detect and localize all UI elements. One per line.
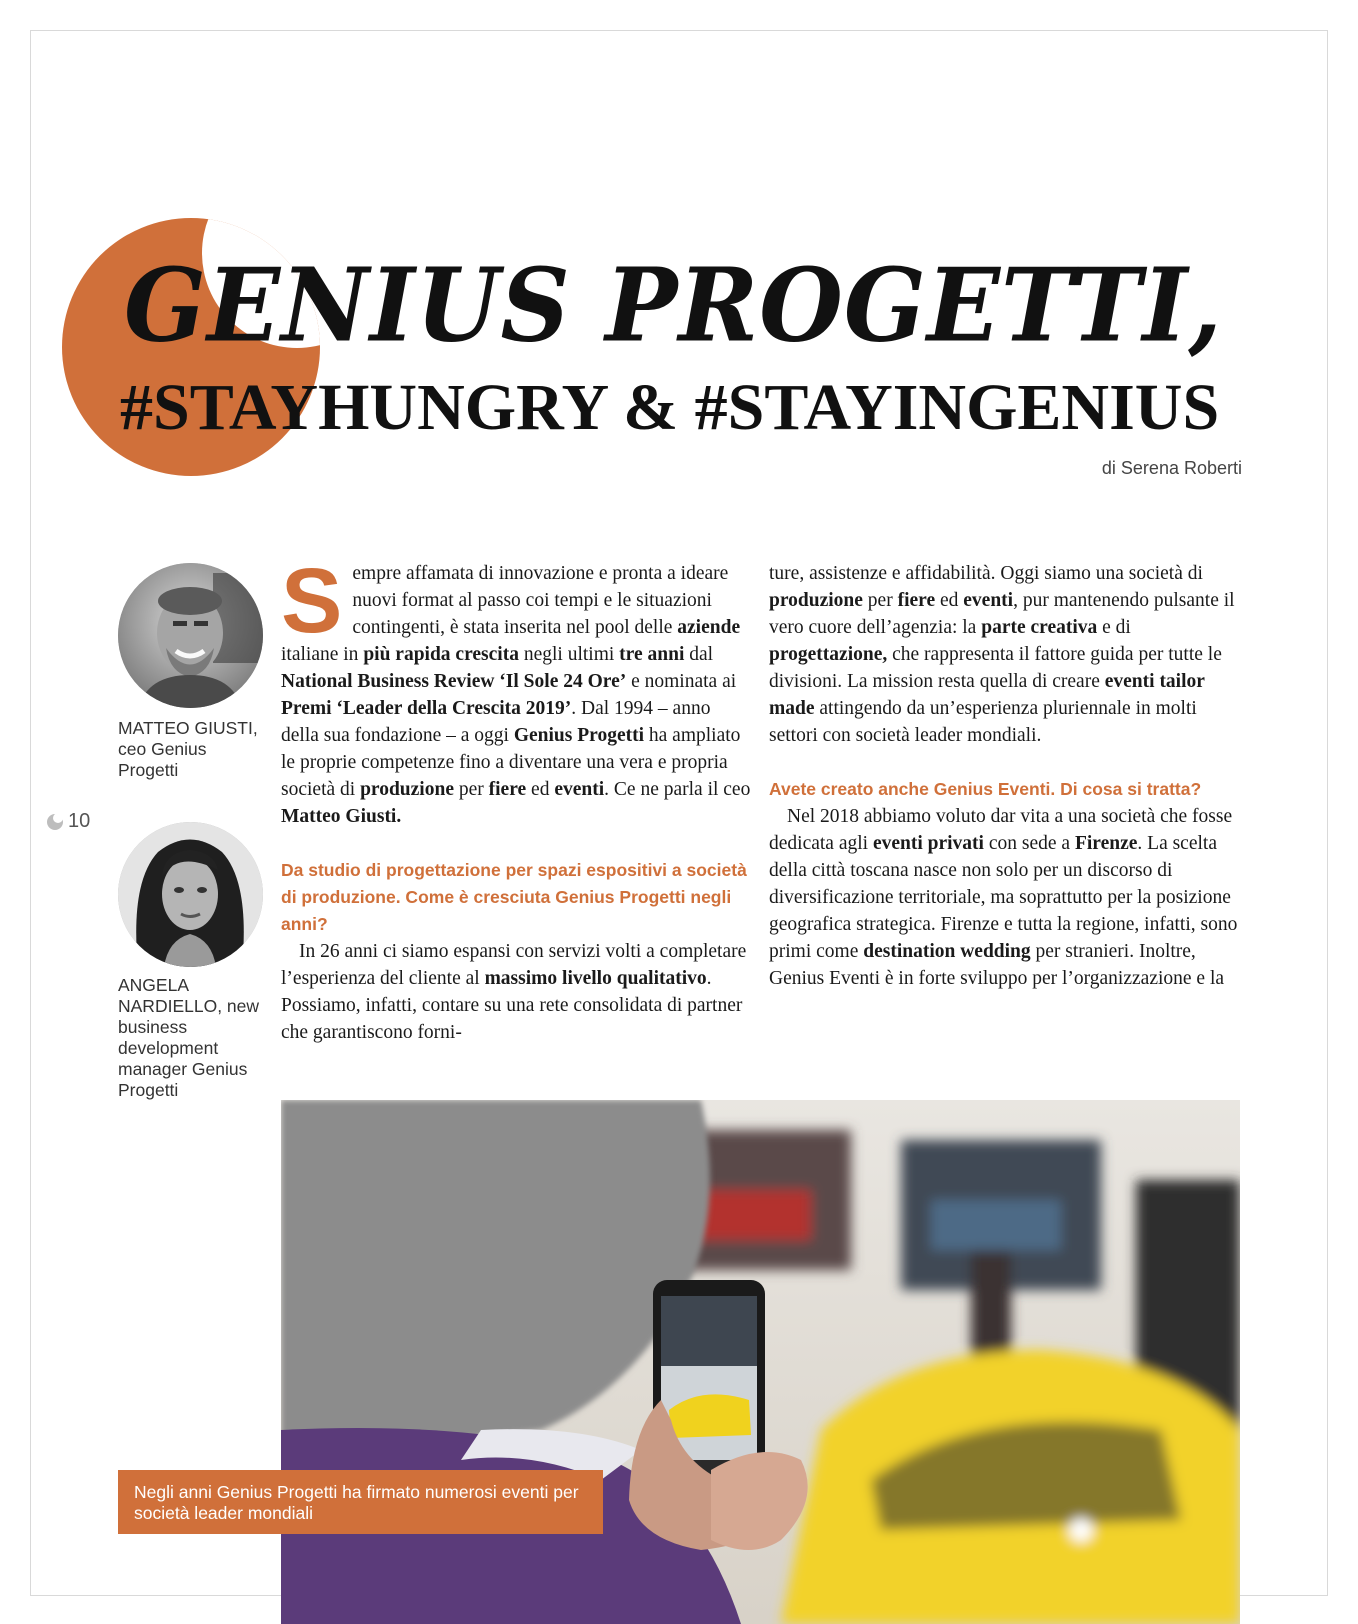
page-number — [46, 810, 90, 833]
article-intro — [281, 550, 751, 830]
page-number-text: 10 — [68, 810, 91, 832]
photo-caption-box: Negli anni Genius Progetti ha firmato numerosi eventi per società leader mondiali — [118, 1470, 603, 1534]
answer-2: Nel 2018 abbiamo voluto dar vita a una società che fosse dedicata agli eventi privati con sede a Firenze. La scelta della città toscana nasce non solo per un discorso di diversificazione territoriale, ma soprattutto per la posizione geografica strategica. Firenze e tutta la regione, infatti, sono primi come destination wedding per stranieri. Inoltre, Genius Eventi è in forte sviluppo per l’organizzazione e la — [769, 806, 1238, 989]
portrait-caption-1: MATTEO GIUSTI, ceo Genius Progetti — [118, 718, 258, 780]
answer-1-continued: ture, assistenze e affidabilità. Oggi siamo una società di produzione per fiere ed eventi, pur mantenendo pulsante il vero cuore dell’agenzia: la parte creativa e di progettazione, che rappresenta il fattore guida per tutte le divisioni. La mission resta quella di creare eventi tailor made attingendo da un’esperienza pluriennale in molti settori con società leader mondiali. — [769, 563, 1235, 746]
portrait-angela-nardiello — [118, 822, 263, 967]
headline-line2: #STAYHUNGRY & #STAYINGENIUS — [120, 371, 1220, 444]
question-2: Avete creato anche Genius Eventi. Di cosa si tratta? — [769, 779, 1202, 799]
article-column-2 — [769, 560, 1241, 992]
portrait-caption-2: ANGELA NARDIELLO, new business development manager Genius Progetti — [118, 975, 260, 1100]
article-intro-text: empre affamata di innovazione e pronta a ideare nuovi format al passo coi tempi e le situazioni contingenti, è stata inserita nel pool delle aziende italiane in più rapida crescita negli ultimi tre anni dal National Business Review ‘Il Sole 24 Ore’ e nominata ai Premi ‘Leader della Crescita 2019’. Dal 1994 – anno della sua fondazione – a oggi Genius Progetti ha ampliato le proprie competenze fino a diventare una vera e propria società di produzione per fiere ed eventi. Ce ne parla il ceo Matteo Giusti. — [281, 563, 751, 827]
article-column-1 — [281, 550, 751, 1046]
page-moon-icon — [46, 813, 64, 831]
headline-line1: GENIUS PROGETTI, — [124, 245, 1223, 365]
drop-cap: S — [281, 550, 343, 652]
byline: di Serena Roberti — [1101, 458, 1242, 478]
answer-1: In 26 anni ci siamo espansi con servizi volti a completare l’esperienza del cliente al massimo livello qualitativo. Possiamo, infatti, contare su una rete consolidata di partner che garantiscono forni- — [281, 941, 747, 1043]
question-1: Da studio di progettazione per spazi espositivi a società di produzione. Come è cresciuta Genius Progetti negli anni? — [281, 860, 747, 934]
main-photo-phone-car — [281, 1100, 1240, 1624]
portrait-matteo-giusti — [118, 563, 263, 708]
